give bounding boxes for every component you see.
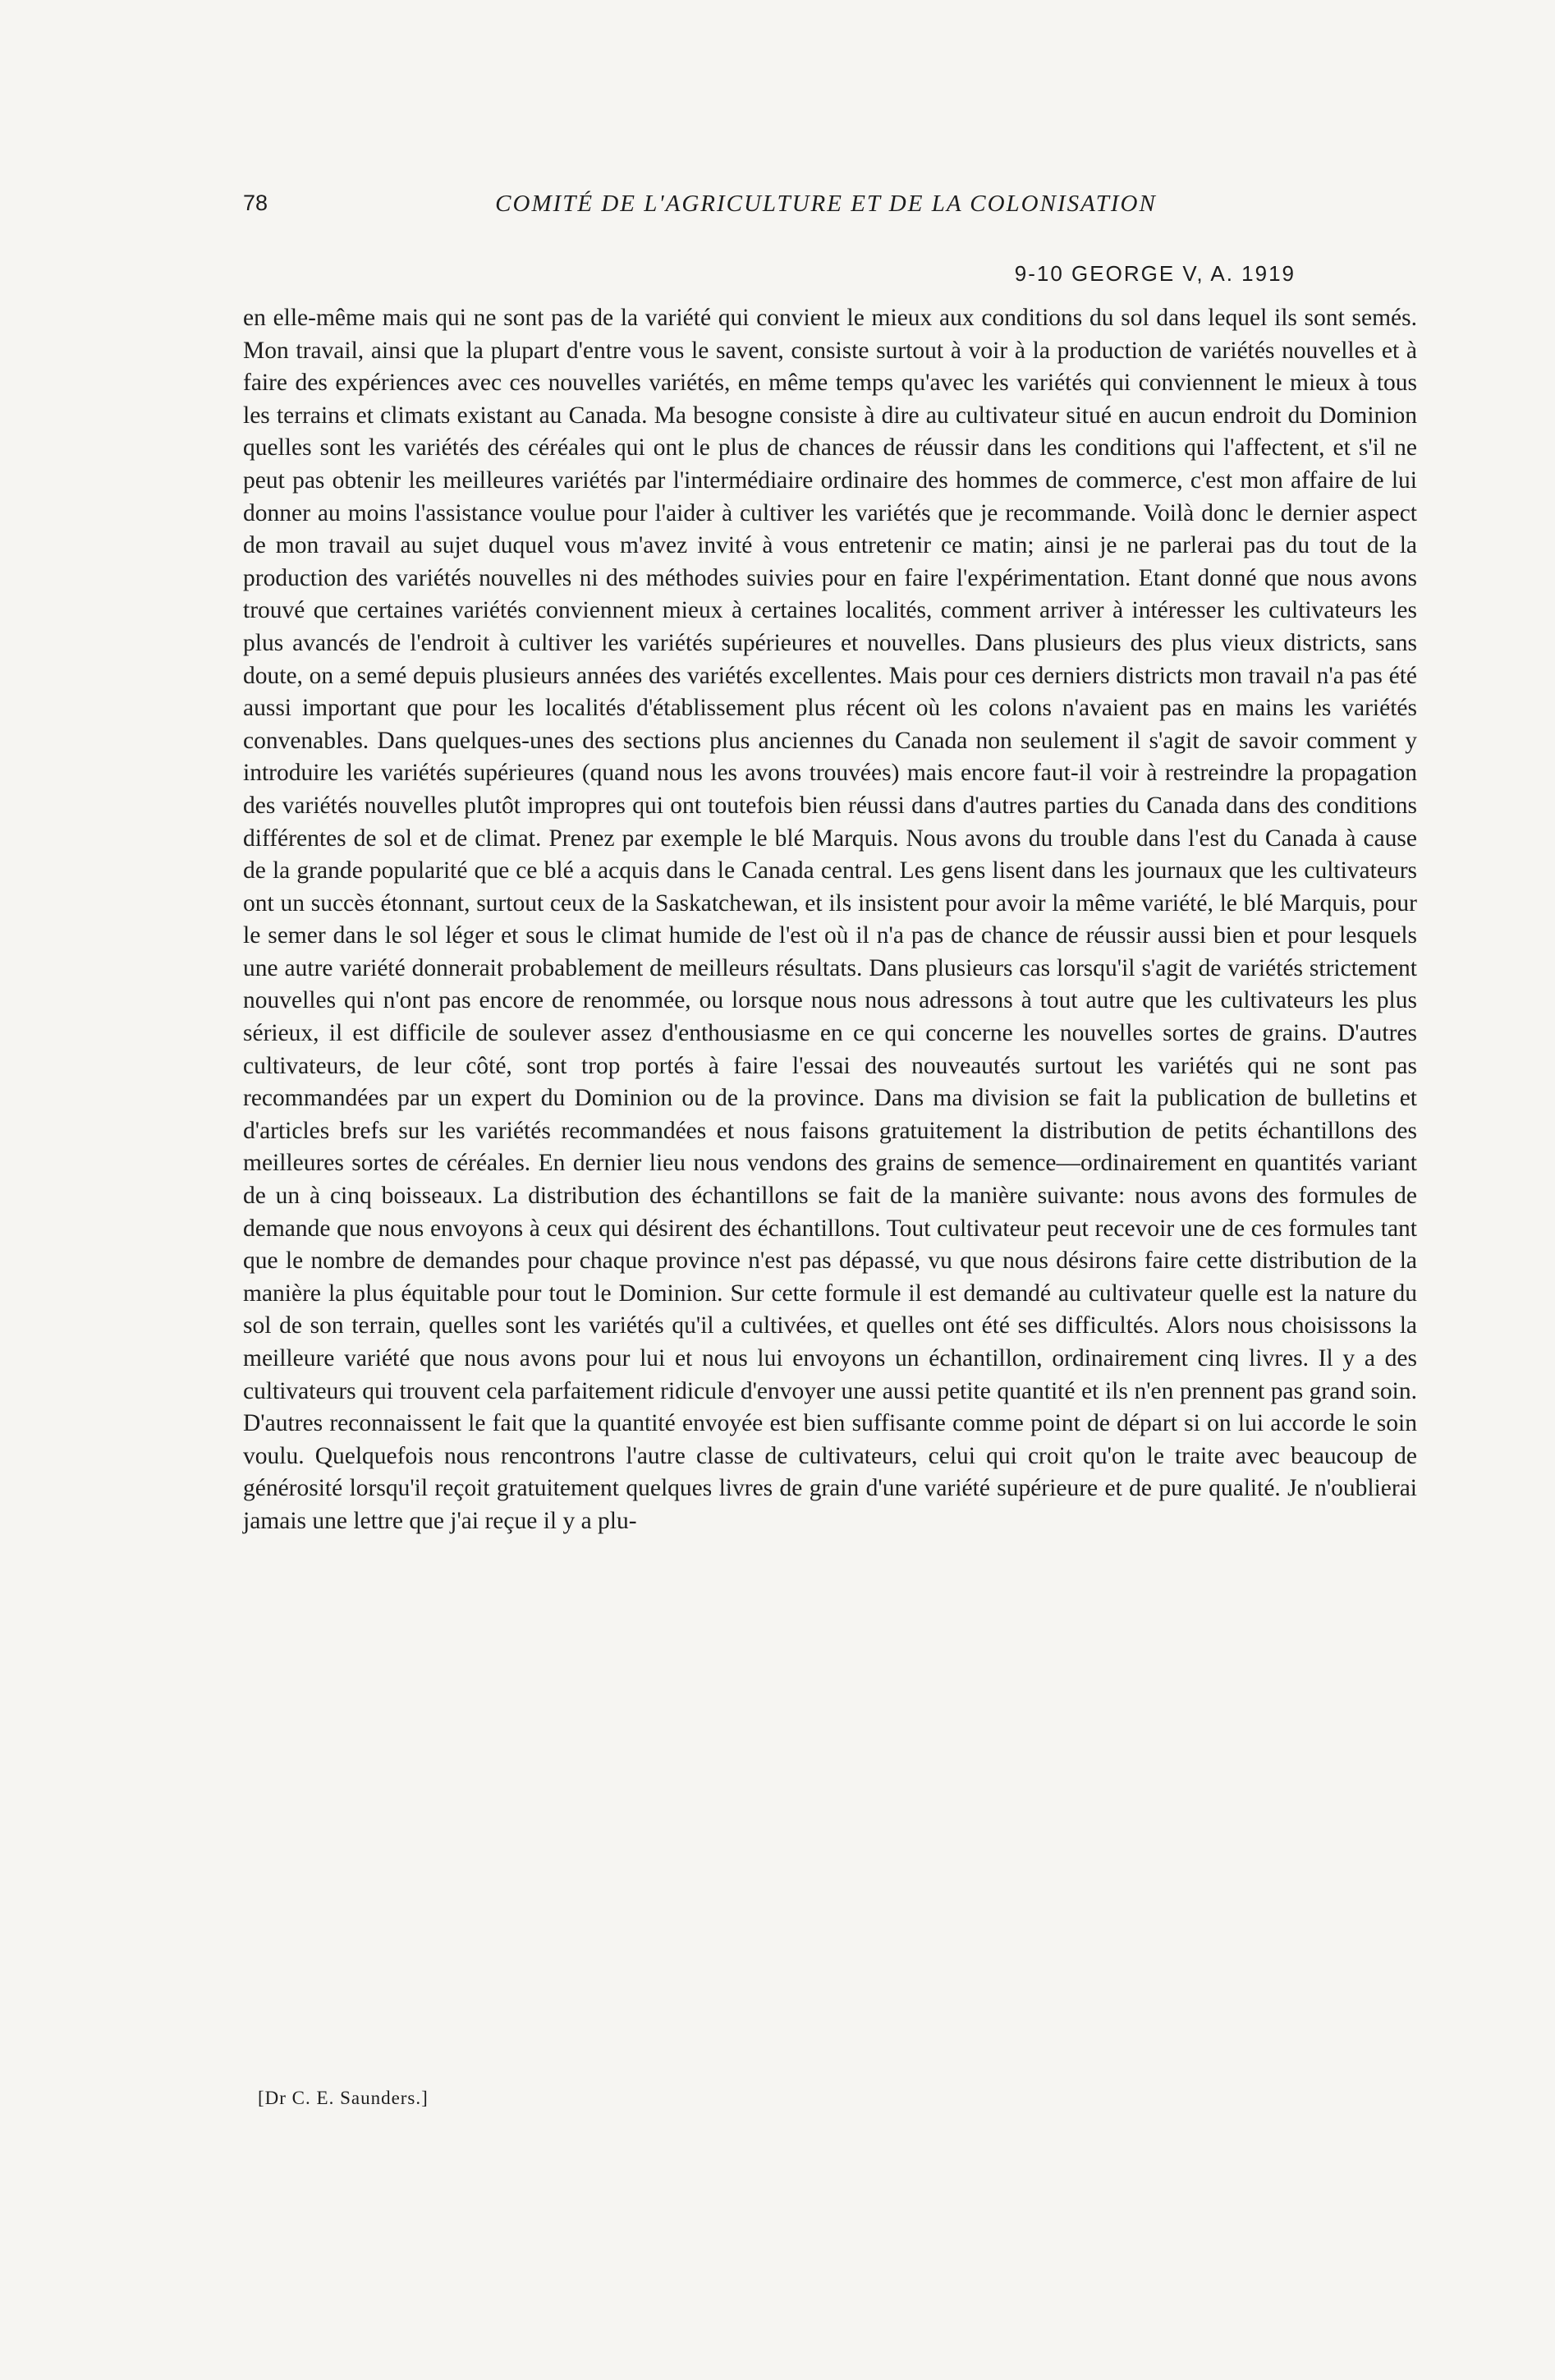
page-header [243, 191, 1302, 223]
speaker-attribution: [Dr C. E. Saunders.] [258, 2088, 429, 2108]
running-title: COMITÉ DE L'AGRICULTURE ET DE LA COLONISATION [495, 191, 1157, 217]
body-paragraph: en elle-même mais qui ne sont pas de la variété qui convient le mieux aux conditions du sol dans lequel ils sont semés. Mon travail, ainsi que la plupart d'entre vous le savent, consiste surtout à voir à la production de variétés nouvelles et à faire des expériences avec ces nouvelles variétés, en même temps qu'avec les variétés qui conviennent le mieux à tous les terrains et climats existant au Canada. Ma besogne consiste à dire au cultivateur situé en aucun endroit du Dominion quelles sont les variétés des céréales qui ont le plus de chances de réussir dans les conditions qui l'affectent, et s'il ne peut pas obtenir les meilleures variétés par l'intermédiaire ordinaire des hommes de commerce, c'est mon affaire de lui donner au moins l'assistance voulue pour l'aider à cultiver les variétés que je recommande. Voilà donc le dernier aspect de mon travail au sujet duquel vous m'avez invité à vous entretenir ce matin; ainsi je ne parlerai pas du tout de la production des variétés nouvelles ni des méthodes suivies pour en faire l'expérimentation. Etant donné que nous avons trouvé que certaines variétés conviennent mieux à certaines localités, comment arriver à intéresser les cultivateurs les plus avancés de l'endroit à cultiver les variétés supérieures et nouvelles. Dans plusieurs des plus vieux districts, sans doute, on a semé depuis plusieurs années des variétés excellentes. Mais pour ces derniers districts mon travail n'a pas été aussi important que pour les localités d'établissement plus récent où les colons n'avaient pas en mains les variétés convenables. Dans quelques-unes des sections plus anciennes du Canada non seulement il s'agit de savoir comment y introduire les variétés supérieures (quand nous les avons trouvées) mais encore faut-il voir à restreindre la propagation des variétés nouvelles plutôt impropres qui ont toutefois bien réussi dans d'autres parties du Canada dans des conditions différentes de sol et de climat. Prenez par exemple le blé Marquis. Nous avons du trouble dans l'est du Canada à cause de la grande popularité que ce blé a acquis dans le Canada central. Les gens lisent dans les journaux que les cultivateurs ont un succès étonnant, surtout ceux de la Saskatchewan, et ils insistent pour avoir la même variété, le blé Marquis, pour le semer dans le sol léger et sous le climat humide de l'est où il n'a pas de chance de réussir aussi bien et pour lesquels une autre variété donnerait probablement de meilleurs résultats. Dans plusieurs cas lorsqu'il s'agit de variétés strictement nouvelles qui n'ont pas encore de renommée, ou lorsque nous nous adressons à tout autre que les cultivateurs les plus sérieux, il est difficile de soulever assez d'enthousiasme en ce qui concerne les nouvelles sortes de grains. D'autres cultivateurs, de leur côté, sont trop portés à faire l'essai des nouveautés surtout les variétés qui ne sont pas recommandées par un expert du Dominion ou de la province. Dans ma division se fait la publication de bulletins et d'articles brefs sur les variétés recommandées et nous faisons gratuitement la distribution de petits échantillons des meilleures sortes de céréales. En dernier lieu nous vendons des grains de semence—ordinairement en quantités variant de un à cinq boisseaux. La distribution des échantillons se fait de la manière suivante: nous avons des formules de demande que nous envoyons à ceux qui désirent des échantillons. Tout cultivateur peut recevoir une de ces formules tant que le nombre de demandes pour chaque province n'est pas dépassé, vu que nous désirons faire cette distribution de la manière la plus équitable pour tout le Dominion. Sur cette formule il est demandé au cultivateur quelle est la nature du sol de son terrain, quelles sont les variétés qu'il a cultivées, et quelles ont été ses difficultés. Alors nous choisissons la meilleure variété que nous avons pour lui et nous lui envoyons un échantillon, ordinairement cinq livres. Il y a des cultivateurs qui trouvent cela parfaitement ridicule d'envoyer une aussi petite quantité et ils n'en prennent pas grand soin. D'autres reconnaissent le fait que la quantité envoyée est bien suffisante comme point de départ si on lui accorde le soin voulu. Quelquefois nous rencontrons l'autre classe de cultivateurs, celui qui croit qu'on le traite avec beaucoup de générosité lorsqu'il reçoit gratuitement quelques livres de grain d'une variété supérieure et de pure qualité. Je n'oublierai jamais une lettre que j'ai reçue il y a plu- [243, 305, 1417, 1534]
page-number: 78 [243, 191, 268, 215]
session-label: 9-10 GEORGE V, A. 1919 [1014, 261, 1296, 286]
